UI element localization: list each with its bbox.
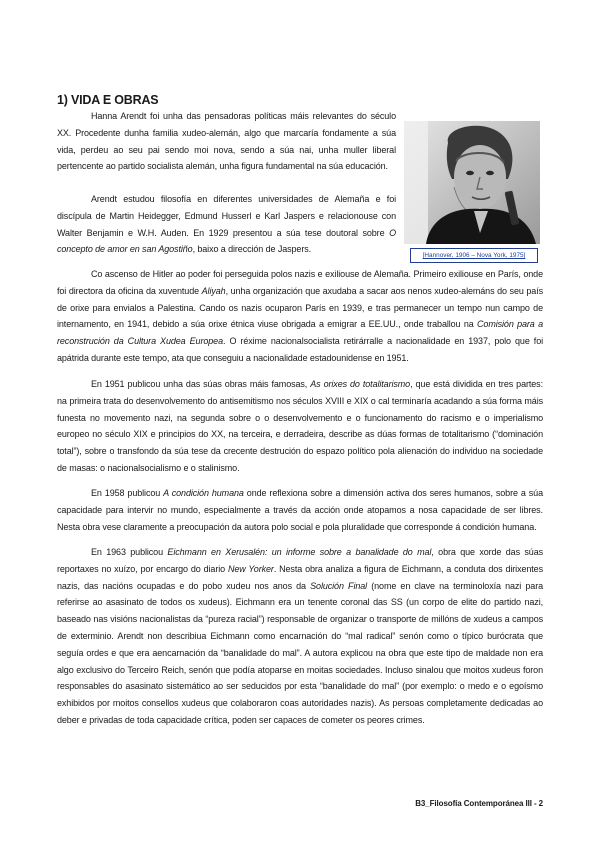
italic-title-run: A condición humana — [163, 488, 244, 498]
portrait-photo — [404, 121, 540, 244]
portrait-illustration — [404, 121, 540, 244]
text-run: Co ascenso de Hitler ao poder foi perseguida polos nazis e exiliouse de Alemaña. Primeiro exiliouse en París, onde foi directora da oficina da xuventude — [57, 269, 543, 296]
text-run: (nome en clave na terminoloxía nazi para referirse ao asasinato de todos os xudeus). Eichmann era un tenente coronal das SS (un corpo de elite do partido nazi, baseado nas visións nacionalistas da “pureza racial”) responsable de organizar o transporte de millóns de xudeus a campos de exterminio. Arendt non describiua Eichmann como encarnación do “mal radical” senón como o típico burócrata que seguía ordes e que era aencarnación da “banalidade do mal”. A autora explicou na obra que este tipo de maldade non era algo exclusivo do Terceiro Reich, senón que podía atoparse en moitas sociedades. Incluso sinalou que moitos xudeus foron responsables do asasinato sistemático ao ser seducidos por esta “banalidade do mal” (por exemplo: o medo e o egoísmo exhibidos por moitos consellos xudeus que colaboraron coas autoridades nazis). As persoas completamente dedicadas ao deber e privadas de toda capacidade crítica, poden ser capaces de cometer os peores crimes. — [57, 580, 543, 725]
text-run: . O réxime nacionalsocialista retirárralle a nacionalidade en 1937, polo que foi apátrida durante este tempo, ata que conseguiu a nacionalidade estadounidense en 1951. — [57, 336, 544, 363]
text-run: En 1958 publicou — [91, 488, 164, 498]
paragraph-eichmann — [57, 544, 543, 729]
paragraph-exile — [57, 266, 543, 367]
paragraph-education — [57, 191, 396, 258]
section-heading: 1) VIDA E OBRAS — [57, 93, 159, 107]
text-run: , unha organización que axudaba a sacar aos nenos xudeo-alemáns do seu país de orixe para envialos a Palestina. Cando os nazis ocuparon París en 1939, e tras permanecer un tempo nun campo de internamento, en 1941, debido a súa orixe étnica viuse obrigada a emigrar a EE.UU., onde traballou na — [57, 285, 544, 330]
text-run: onde reflexiona sobre a dimensión activa dos seres humanos, sobre a súa capacidade para intervir no mundo, especialmente a través da acción onde atopamos a nosa capacidade de ser libres. Nesta obra vese claramente a preocupación da autora polo social e pola pluralidade que corresponde á condición humana. — [57, 488, 543, 532]
text-run: En 1951 publicou unha das súas obras máis famosas, — [91, 379, 311, 389]
paragraph-totalitarianism — [57, 376, 543, 477]
page-footer: B3_Filosofía Contemporánea III - 2 — [415, 799, 543, 808]
photo-caption: [Hannover, 1906 – Nova York, 1975] — [410, 248, 538, 263]
italic-title-run: Comisión para a reconstrución da Cultura Xudea Europea — [57, 319, 543, 347]
italic-title-run: Aliyah — [201, 285, 226, 296]
italic-title-run: Solución Final — [310, 580, 368, 591]
italic-title-run: As orixes do totalitarismo — [310, 379, 411, 389]
italic-title-run: New Yorker — [227, 563, 274, 574]
paragraph-childhood — [57, 108, 396, 175]
text-run: Hanna Arendt foi unha das pensadoras políticas máis relevantes do século XX. Procedente dunha familia xudeo-alemán, algo que marcaría fondamente a súa vida, perdeu ao seu pai sendo moi nova, sendo a súa nai, unha muller liberal pertencente ao partido socialista alemán, unha figura fundamental na súa educación. — [57, 111, 396, 172]
text-run: , obra que xorde das súas reportaxes no xuízo, por encargo do diario — [57, 547, 543, 574]
paragraph-human-condition — [57, 485, 543, 535]
italic-title-run: Eichmann en Xerusalén: un informe sobre a banalidade do mal — [167, 547, 432, 557]
text-run: , baixo a dirección de Jaspers. — [192, 244, 312, 255]
italic-title-run: O concepto de amor en san Agostiño — [57, 227, 396, 255]
text-run: , que está dividida en tres partes: na primeira trata do desenvolvemento do antisemitismo nos séculos XVIII e XIX o cal terminaría acadando a súa forma máis funesta no movemento nazi, na segunda sobre o o desenvolvemento e o funcionamento do racismo e o imperialismo europeo no século XIX e principios do XX, na terceira, e derradeira, describe as dúas formas de totalitarismo (“dominación total”), sobre o transfondo da súa tese da crecente destrución do espazo político pola alienación do individuo na sociedade de masas: o nacionalsocialismo e o stalinismo. — [57, 379, 543, 473]
text-run: . Nesta obra analiza a figura de Eichmann, a conduta dos dirixentes nazis, das nacións ocupadas e do pobo xudeu nos anos da — [57, 563, 543, 591]
text-run: Arendt estudou filosofía en diferentes universidades de Alemaña e foi discípula de Martin Heidegger, Edmund Husserl e Karl Jaspers e relacionouse con Walter Benjamin e W.H. Auden. En 1929 presentou a súa tese doutoral sobre — [57, 194, 396, 238]
text-run: En 1963 publicou — [91, 547, 168, 557]
